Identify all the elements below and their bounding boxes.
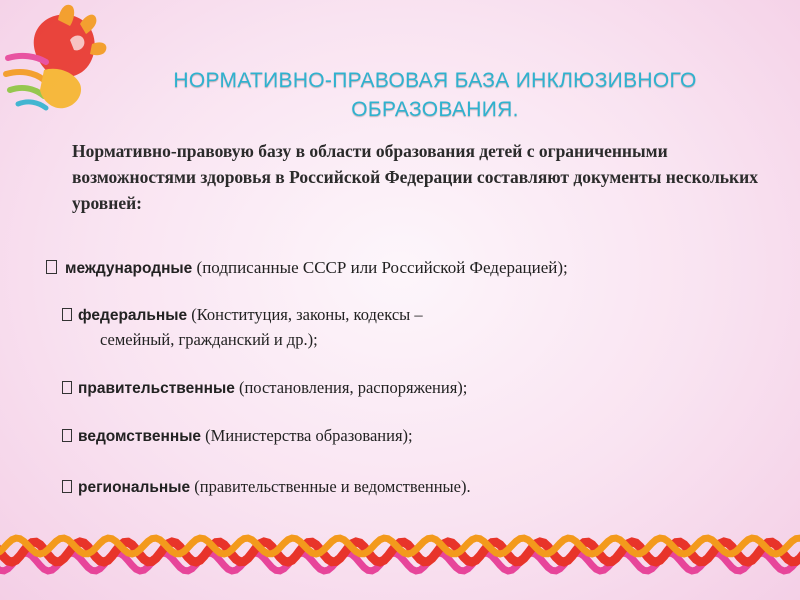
item-desc: (правительственные и ведомственные). [190,477,471,496]
item-desc: (постановления, распоряжения); [234,378,468,397]
item-desc: (Конституция, законы, кодексы – [187,305,423,324]
item-term: региональные [78,479,191,496]
list-item [62,378,467,398]
list-item [62,305,423,325]
item-term: федеральные [78,307,188,324]
list-item [62,477,471,497]
wavy-border-decoration [0,520,800,600]
square-bullet-icon [62,429,72,442]
title-line-2: ОБРАЗОВАНИЯ. [351,98,519,121]
item-desc: (Министерства образования); [201,426,413,445]
list-item [62,426,413,446]
square-bullet-icon [62,308,72,321]
list-item-continuation: семейный, гражданский и др.); [100,330,318,349]
title-line-1: НОРМАТИВНО-ПРАВОВАЯ БАЗА ИНКЛЮЗИВНОГО [173,69,697,92]
item-desc: (подписанные СССР или Российской Федерацией); [192,258,568,277]
item-term: правительственные [78,380,235,397]
intro-paragraph: Нормативно-правовую базу в области образования детей с ограниченными возможностями здоровья в Российской Федерации составляют документы нескольких уровней: [72,141,758,213]
item-term: ведомственные [78,428,202,445]
item-term: международные [65,260,193,277]
list-item [46,258,568,278]
square-bullet-icon [62,480,72,493]
page-title [70,66,800,124]
square-bullet-icon [62,381,72,394]
square-bullet-icon [46,260,57,274]
